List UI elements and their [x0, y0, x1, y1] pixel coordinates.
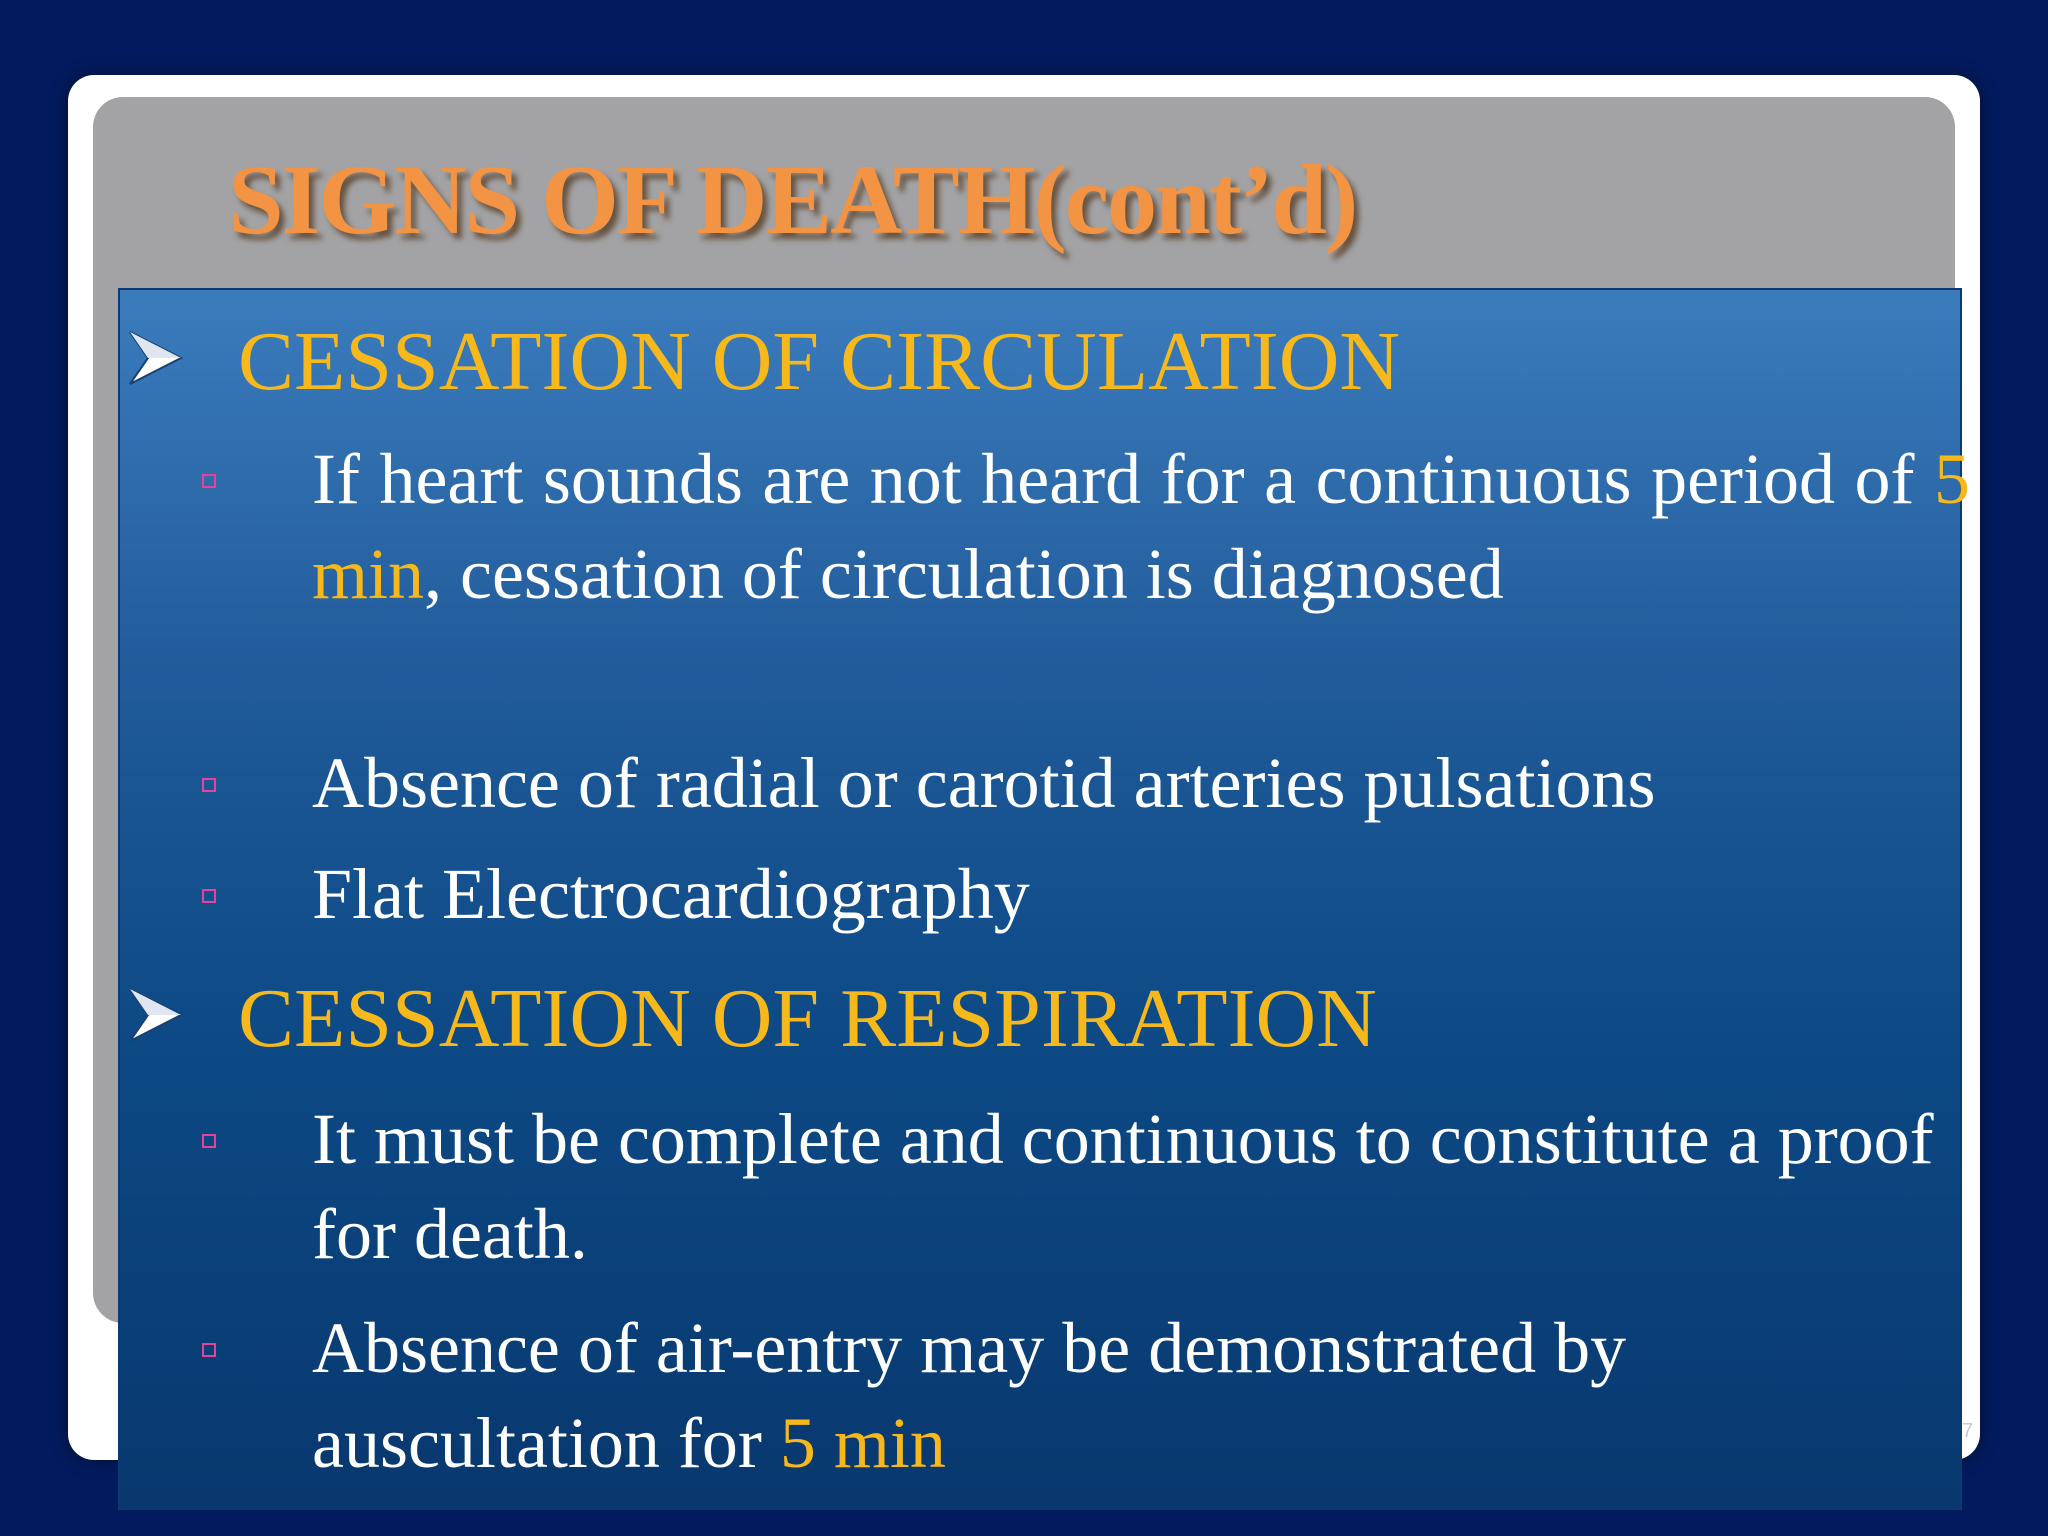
list-item: If heart sounds are not heard for a continuous period of 5 min, cessation of circulation is diagnosed — [312, 439, 1970, 614]
highlight-duration: 5 min — [779, 1403, 946, 1483]
square-bullet-icon — [202, 1343, 216, 1357]
square-bullet-icon — [202, 889, 216, 903]
list-item: Flat Electrocardiography — [312, 854, 1030, 934]
list-item: Absence of radial or carotid arteries pulsations — [312, 743, 1656, 823]
slide-title: SIGNS OF DEATH(cont’d) — [228, 144, 1357, 255]
arrow-right-icon — [128, 985, 183, 1045]
square-bullet-icon — [202, 474, 216, 488]
square-bullet-icon — [202, 1134, 216, 1148]
highlight-duration: 5 min — [312, 439, 1970, 614]
section-heading-respiration: CESSATION OF RESPIRATION — [238, 972, 1377, 1065]
arrow-right-icon — [128, 328, 183, 388]
list-item: It must be complete and continuous to constitute a proof for death. — [312, 1099, 1934, 1274]
section-heading-circulation: CESSATION OF CIRCULATION — [238, 315, 1401, 408]
content-text — [118, 288, 1998, 1510]
list-item: Absence of air-entry may be demonstrated by auscultation for 5 min — [312, 1308, 1627, 1483]
page-number: 7 — [1962, 1420, 1974, 1442]
square-bullet-icon — [202, 778, 216, 792]
